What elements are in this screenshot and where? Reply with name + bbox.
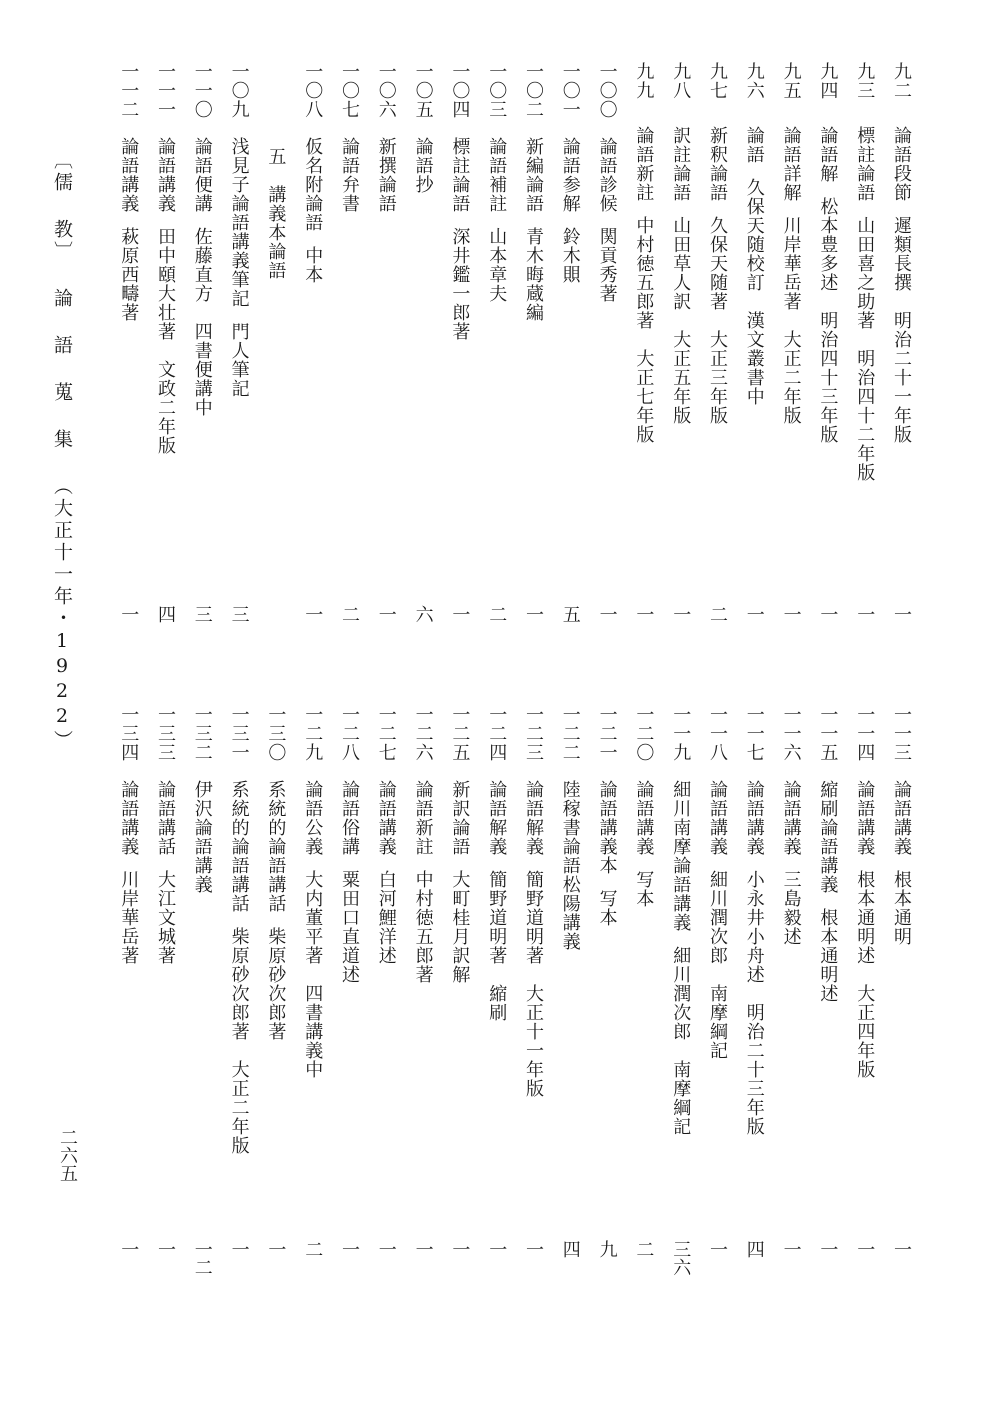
section-heading: 五 講義本論語 [265,147,287,280]
entry-title: 細川南摩論語講義 [670,780,692,932]
volume-count: 一 [118,1240,140,1258]
entry-title: 標註論語 [854,126,876,202]
entry-number: 九二 [891,62,912,100]
entry-column [414,62,432,194]
entry-title: 系統的論語講話 [228,780,250,913]
entry-column [708,705,726,1060]
entry-column [156,62,174,455]
entry-number: 九四 [817,62,839,100]
entry-column [486,62,508,303]
entry-author-edition: 粟田口直道述 [339,870,360,984]
entry-title: 論語講義 [375,780,397,856]
entry-column [340,62,358,213]
entry-number: 一〇一 [559,62,581,119]
entry-number: 一一八 [707,705,728,762]
entry-column [670,705,692,1136]
entry-column [449,705,471,984]
entry-author-edition: 大町桂月訳解 [449,870,471,984]
entry-author-edition: 柴原砂次郎著 [265,927,287,1041]
entry-author-edition: 細川潤次郎 南摩綱記 [707,870,728,1060]
entry-title: 論語抄 [412,137,434,194]
entry-number: 一二七 [375,705,397,762]
entry-title: 訳註論語 [670,126,692,202]
entry-title: 論語詳解 [780,126,802,202]
volume-count: 一 [854,1240,876,1258]
volume-count: 一 [707,1240,728,1258]
entry-author-edition: 川岸華岳著 [118,870,140,965]
volume-count: 六 [412,605,434,623]
entry-column [265,705,287,1041]
entry-number: 一〇八 [302,62,324,119]
volume-count: 一 [412,1240,434,1258]
entry-title: 論語段節 [891,126,912,202]
volume-count: 一 [228,1240,250,1258]
entry-author-edition: 川岸華岳著 大正二年版 [780,216,802,425]
entry-number: 九九 [633,62,655,100]
entry-title: 論語診候 [596,137,618,213]
entry-column [854,705,876,1079]
entry-author-edition: 門人筆記 [228,322,250,398]
entry-author-edition: 田中頤大壮著 文政二年版 [155,227,176,455]
volume-count: 四 [559,1240,581,1258]
entry-number: 一〇三 [486,62,508,119]
entry-title: 論語解義 [486,780,508,856]
entry-column [265,62,287,280]
entry-number: 一二五 [449,705,471,762]
entry-author-edition: 鈴木賏 [559,227,581,284]
entry-column [230,62,248,398]
volume-count: 一 [596,605,618,623]
entry-number: 一〇六 [375,62,397,119]
entry-author-edition: 深井鑑一郎著 [449,227,471,341]
volume-count: 二 [339,605,360,623]
entry-number: 一二二 [559,705,581,762]
entry-column [414,705,432,984]
entry-author-edition: 松本豊多述 明治四十三年版 [817,197,839,444]
entry-column [524,62,542,322]
entry-author-edition: 根本通明述 大正四年版 [854,870,876,1079]
entry-number: 一三〇 [265,705,287,762]
volume-count: 一 [817,605,839,623]
entry-number: 九三 [854,62,876,100]
entry-column [193,705,211,894]
entry-number: 一一四 [854,705,876,762]
entry-title: 陸稼書論語松陽講義 [559,780,581,951]
entry-author-edition: 柴原砂次郎著 大正二年版 [228,927,250,1155]
volume-count: 一 [780,605,802,623]
entry-number: 一三三 [155,705,176,762]
entry-title: 論語講義 [743,780,765,856]
volume-count: 二 [633,1240,655,1258]
volume-count: 一 [302,605,324,623]
volume-count: 四 [155,605,176,623]
entry-title: 論語講義 [780,780,802,856]
entry-author-edition: 佐藤直方 四書便講中 [191,227,213,417]
volume-count: 一 [633,605,655,623]
volume-count: 三六 [670,1240,692,1276]
entry-column [561,62,579,284]
entry-column [670,62,692,425]
header-era: （大正十一年・1922） [51,476,73,752]
entry-title: 論語解義 [523,780,544,856]
entry-number: 一二八 [339,705,360,762]
entry-number: 一二一 [596,705,618,762]
entry-number: 一一三 [891,705,912,762]
volume-count: 三 [191,605,213,623]
entry-title: 論語補註 [486,137,508,213]
entry-author-edition: 三島毅述 [780,870,802,946]
entry-author-edition: 関貢秀著 [596,227,618,303]
volume-count: 一 [449,605,471,623]
entry-number: 一三二 [191,705,213,762]
volume-count: 一 [265,1240,287,1258]
entry-author-edition: 写本 [596,889,618,927]
volume-count: 一 [339,1240,360,1258]
entry-column [633,705,655,908]
entry-column [230,705,248,1155]
entry-author-edition: 写本 [633,870,655,908]
entry-number: 一〇四 [449,62,471,119]
running-header [52,150,71,752]
entry-column [561,705,579,951]
entry-author-edition: 大江文城著 [155,870,176,965]
volume-count: 二 [707,605,728,623]
entry-number: 一〇九 [228,62,250,119]
entry-author-edition: 簡野道明著 縮刷 [486,870,508,1022]
entry-title: 論語公義 [302,780,324,856]
entry-title: 新編論語 [523,137,544,213]
entry-number: 一一五 [817,705,839,762]
entry-number: 九七 [707,62,728,100]
entry-column [156,705,174,965]
entry-column [745,62,763,406]
entry-number: 一三一 [228,705,250,762]
entry-column [524,705,542,1098]
entry-author-edition: 山田喜之助著 明治四十二年版 [854,216,876,482]
entry-title: 論語講義 [854,780,876,856]
entry-title: 標註論語 [449,137,471,213]
entry-column [449,62,471,341]
entry-column [817,62,839,444]
entry-title: 論語 [743,126,765,164]
entry-author-edition: 萩原西疇著 [118,227,140,322]
entry-column [892,705,910,946]
entry-column [118,62,140,322]
entry-author-edition: 中村徳五郎著 大正七年版 [633,216,655,444]
entry-number: 九六 [743,62,765,100]
entry-title: 論語便講 [191,137,213,213]
page-number: 二六五 [57,1128,78,1182]
entry-author-edition: 白河鯉洋述 [375,870,397,965]
entry-author-edition: 細川潤次郎 南摩綱記 [670,946,692,1136]
entry-column [377,62,395,213]
volume-count: 一 [523,1240,544,1258]
entry-author-edition: 小永井小舟述 明治二十三年版 [743,870,765,1136]
entry-title: 論語弁書 [339,137,360,213]
volume-count: 一 [486,1240,508,1258]
entry-column [193,62,211,417]
entry-number: 一一〇 [191,62,213,119]
volume-count: 三 [228,605,250,623]
entry-column [302,62,324,284]
entry-number: 一三四 [118,705,140,762]
entry-number: 一〇二 [523,62,544,119]
entry-title: 論語講義本 [596,780,618,875]
entry-number: 九五 [780,62,802,100]
entry-title: 新訳論語 [449,780,471,856]
entry-title: 仮名附論語 [302,137,324,232]
entry-column [892,62,910,444]
volume-count: 五 [559,605,581,623]
entry-author-edition: 中本 [302,246,324,284]
volume-count: 九 [596,1240,618,1258]
entry-title: 論語新註 [633,126,655,202]
entry-author-edition: 山田草人訳 大正五年版 [670,216,692,425]
entry-title: 論語俗講 [339,780,360,856]
entry-column [782,62,800,425]
volume-count: 一 [523,605,544,623]
entry-column [708,62,726,425]
entry-title: 論語講義 [155,137,176,213]
volume-count: 二 [486,605,508,623]
entry-column [817,705,839,1003]
entry-number: 一一七 [743,705,765,762]
entry-title: 伊沢論語講義 [191,780,213,894]
volume-count: 一 [375,1240,397,1258]
volume-count: 一 [780,1240,802,1258]
entry-title: 系統的論語講話 [265,780,287,913]
entry-column [486,705,508,1022]
entry-number: 一二〇 [633,705,655,762]
entry-number: 一二三 [523,705,544,762]
entry-column [782,705,800,946]
entry-column [745,705,763,1136]
entry-author-edition: 久保天随校訂 漢文叢書中 [743,178,765,406]
entry-author-edition: 簡野道明著 大正十一年版 [523,870,544,1098]
entry-author-edition: 久保天随著 大正三年版 [707,216,728,425]
entry-title: 論語講義 [707,780,728,856]
entry-number: 一二九 [302,705,324,762]
entry-title: 論語講義 [633,780,655,856]
entry-number: 一一九 [670,705,692,762]
entry-column [302,705,324,1079]
entry-column [598,705,616,927]
volume-count: 二 [302,1240,324,1258]
entry-author-edition: 根本通明 [891,870,912,946]
entry-number: 一二六 [412,705,434,762]
entry-column [633,62,655,444]
entry-title: 新釈論語 [707,126,728,202]
entry-author-edition: 大内董平著 四書講義中 [302,870,324,1079]
entry-author-edition: 青木晦蔵編 [523,227,544,322]
entry-column [598,62,616,303]
entry-title: 論語参解 [559,137,581,213]
entry-number: 一一一 [155,62,176,119]
entry-column [854,62,876,482]
entry-title: 論語講義 [118,780,140,856]
entry-column [340,705,358,984]
entry-number: 一〇五 [412,62,434,119]
entry-number: 一二四 [486,705,508,762]
volume-count: 一 [854,605,876,623]
entry-title: 論語新註 [412,780,434,856]
volume-count: 一 [375,605,397,623]
entry-title: 縮刷論語講義 [817,780,839,894]
entry-author-edition: 遲類長撰 明治二十一年版 [891,216,912,444]
volume-count: 一 [817,1240,839,1258]
entry-title: 論語講義 [118,137,140,213]
entry-author-edition: 根本通明述 [817,908,839,1003]
volume-count: 一 [155,1240,176,1258]
entry-author-edition: 山本章夫 [486,227,508,303]
entry-title: 論語講義 [891,780,912,856]
header-category: 〔儒 教〕 [51,150,73,263]
volume-count: 一 [891,1240,912,1258]
volume-count: 一 [118,605,140,623]
entry-number: 一〇七 [339,62,360,119]
entry-title: 論語講話 [155,780,176,856]
volume-count: 一 [891,605,912,623]
volume-count: 四 [743,1240,765,1258]
entry-title: 新撰論語 [375,137,397,213]
entry-number: 一一六 [780,705,802,762]
entry-number: 一〇〇 [596,62,618,119]
header-title: 論 語 蒐 集 [51,288,73,451]
volume-count: 一二 [191,1240,213,1276]
entry-number: 九八 [670,62,692,100]
entry-author-edition: 中村徳五郎著 [412,870,434,984]
entry-column [377,705,395,965]
volume-count: 一 [743,605,765,623]
volume-count: 一 [670,605,692,623]
entry-column [118,705,140,965]
entry-number: 一一二 [118,62,140,119]
volume-count: 一 [449,1240,471,1258]
entry-title: 論語解 [817,126,839,183]
entry-title: 浅見子論語講義筆記 [228,137,250,308]
